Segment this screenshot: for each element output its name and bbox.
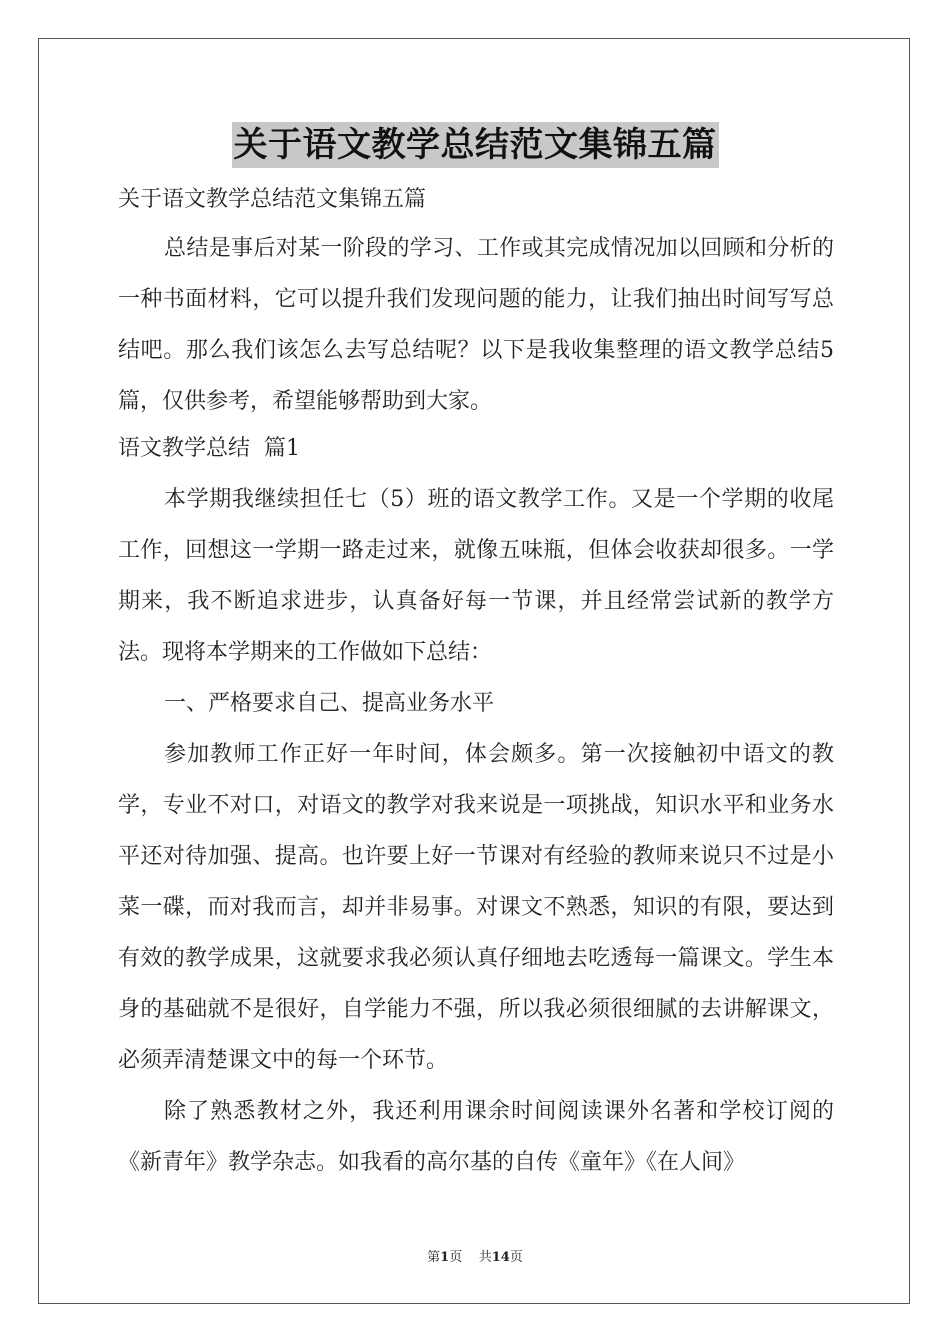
total-prefix: 共 xyxy=(478,1250,492,1265)
subheading-1: 一、严格要求自己、提高业务水平 xyxy=(164,691,495,716)
document-title: 关于语文教学总结范文集锦五篇 xyxy=(232,122,719,168)
page-suffix: 页 xyxy=(449,1250,463,1265)
paragraph-1: 本学期我继续担任七（5）班的语文教学工作。又是一个学期的收尾工作，回想这一学期一路走过来，就像五味瓶，但体会收获却很多。一学期来，我不断追求进步，认真备好每一节课，并且经常尝试新的教学方法。现将本学期来的工作做如下总结： xyxy=(118,487,834,665)
paragraph-3: 除了熟悉教材之外，我还利用课余时间阅读课外名著和学校订阅的《新青年》教学杂志。如我看的高尔基的自传《童年》《在人间》 xyxy=(118,1099,834,1175)
paragraph-2: 参加教师工作正好一年时间，体会颇多。第一次接触初中语文的教学，专业不对口，对语文的教学对我来说是一项挑战，知识水平和业务水平还对待加强、提高。也许要上好一节课对有经验的教师来说只不过是小菜一碟，而对我而言，却并非易事。对课文不熟悉，知识的有限，要达到有效的教学成果，这就要求我必须认真仔细地去吃透每一篇课文。学生本身的基础就不是很好，自学能力不强，所以我必须很细腻的去讲解课文，必须弄清楚课文中的每一个环节。 xyxy=(118,742,834,1073)
page-footer xyxy=(0,1246,950,1265)
total-suffix: 页 xyxy=(509,1250,523,1265)
intro-paragraph: 总结是事后对某一阶段的学习、工作或其完成情况加以回顾和分析的一种书面材料，它可以提升我们发现问题的能力，让我们抽出时间写写总结吧。那么我们该怎么去写总结呢？以下是我收集整理的语文教学总结5篇，仅供参考，希望能够帮助到大家。 xyxy=(118,236,834,414)
total-pages: 14 xyxy=(491,1250,510,1265)
document-subtitle: 关于语文教学总结范文集锦五篇 xyxy=(118,187,427,212)
page-number: 1 xyxy=(440,1250,450,1265)
page-prefix: 第 xyxy=(427,1250,441,1265)
document-body xyxy=(118,180,834,1188)
section-title: 语文教学总结 篇1 xyxy=(118,436,300,461)
title-container xyxy=(0,122,950,168)
